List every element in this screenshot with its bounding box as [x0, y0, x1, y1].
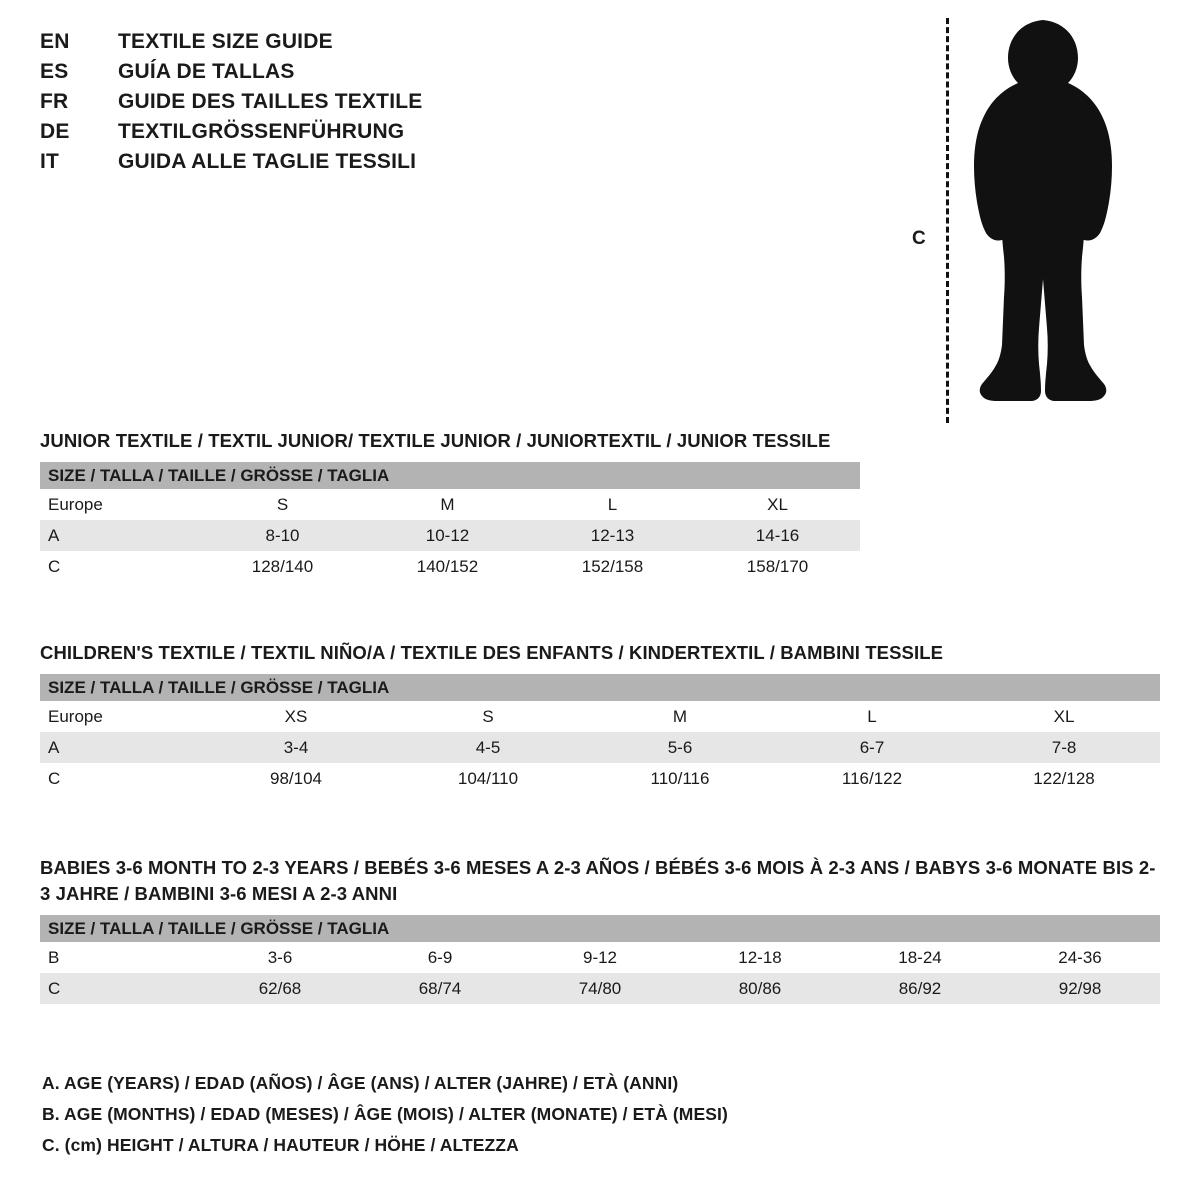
babies-size-table — [40, 915, 1160, 1004]
table-cell: 110/116 — [650, 768, 710, 788]
table-cell: 128/140 — [251, 556, 314, 576]
junior-size-table — [40, 462, 860, 582]
language-row — [40, 120, 680, 150]
language-title: TEXTILE SIZE GUIDE — [118, 30, 333, 53]
table-cell: 80/86 — [738, 978, 782, 998]
language-code: DE — [40, 120, 70, 143]
section-babies — [40, 855, 1160, 1004]
language-code: ES — [40, 60, 69, 83]
table-band-row — [40, 674, 1160, 701]
table-cell: 122/128 — [1033, 768, 1095, 788]
legend-block — [42, 1068, 1042, 1161]
table-row — [40, 551, 860, 582]
language-code: IT — [40, 150, 60, 173]
table-cell: 5-6 — [667, 737, 693, 757]
table-cell: 140/152 — [416, 556, 479, 576]
table-cell: L — [867, 706, 877, 726]
language-title-block — [40, 30, 680, 180]
section-title: JUNIOR TEXTILE / TEXTIL JUNIOR/ TEXTILE JUNIOR / JUNIORTEXTIL / JUNIOR TESSILE — [40, 430, 831, 451]
table-cell: M — [440, 494, 455, 514]
table-cell: 24-36 — [1058, 947, 1102, 967]
language-code: EN — [40, 30, 70, 53]
language-title: GUIDA ALLE TAGLIE TESSILI — [118, 150, 417, 173]
table-cell: 4-5 — [475, 737, 501, 757]
size-band-label: SIZE / TALLA / TAILLE / GRÖSSE / TAGLIA — [40, 915, 1160, 942]
table-row — [40, 942, 1160, 973]
table-cell: 12-18 — [738, 947, 782, 967]
language-row — [40, 150, 680, 180]
table-row — [40, 520, 860, 551]
section-children — [40, 640, 1160, 794]
table-cell: XS — [284, 706, 308, 726]
size-band-label: SIZE / TALLA / TAILLE / GRÖSSE / TAGLIA — [40, 674, 1160, 701]
table-cell: 6-7 — [859, 737, 885, 757]
language-code: FR — [40, 90, 69, 113]
table-band-row — [40, 462, 860, 489]
table-cell: 3-6 — [267, 947, 293, 967]
language-row — [40, 30, 680, 60]
table-row — [40, 732, 1160, 763]
table-cell: XL — [1053, 706, 1075, 726]
row-label: A — [48, 737, 60, 757]
child-silhouette-icon — [950, 18, 1150, 426]
table-cell: 62/68 — [258, 978, 302, 998]
table-row — [40, 973, 1160, 1004]
table-cell: 6-9 — [427, 947, 453, 967]
table-cell: 86/92 — [898, 978, 942, 998]
table-cell: S — [482, 706, 494, 726]
size-band-label: SIZE / TALLA / TAILLE / GRÖSSE / TAGLIA — [40, 462, 860, 489]
legend-line-b: B. AGE (MONTHS) / EDAD (MESES) / ÂGE (MOIS) / ALTER (MONATE) / ETÀ (MESI) — [42, 1104, 728, 1124]
table-cell: 68/74 — [418, 978, 462, 998]
section-title: CHILDREN'S TEXTILE / TEXTIL NIÑO/A / TEXTILE DES ENFANTS / KINDERTEXTIL / BAMBINI TESSILE — [40, 642, 944, 663]
height-figure — [900, 10, 1150, 430]
row-label: A — [48, 525, 60, 545]
language-title: GUIDE DES TAILLES TEXTILE — [118, 90, 423, 113]
row-label: C — [48, 978, 61, 998]
table-cell: M — [672, 706, 688, 726]
language-row — [40, 60, 680, 90]
row-label: Europe — [48, 706, 103, 726]
row-label: C — [48, 768, 61, 788]
table-cell: S — [276, 494, 289, 514]
table-cell: 3-4 — [283, 737, 309, 757]
section-title: BABIES 3-6 MONTH TO 2-3 YEARS / BEBÉS 3-6 MESES A 2-3 AÑOS / BÉBÉS 3-6 MOIS À 2-3 ANS / BABYS 3-6 MONATE BIS 2-3 JAHRE / BAMBINI 3-6 MESI A 2-3 ANNI — [40, 857, 1156, 904]
table-row — [40, 701, 1160, 732]
row-label: B — [48, 947, 60, 967]
table-cell: L — [607, 494, 618, 514]
row-label: C — [48, 556, 61, 576]
table-cell: 7-8 — [1051, 737, 1077, 757]
table-cell: 9-12 — [582, 947, 618, 967]
table-cell: 74/80 — [578, 978, 622, 998]
language-row — [40, 90, 680, 120]
table-cell: 10-12 — [425, 525, 470, 545]
table-cell: 152/158 — [581, 556, 644, 576]
table-row — [40, 763, 1160, 794]
children-size-table — [40, 674, 1160, 794]
legend-line-a: A. AGE (YEARS) / EDAD (AÑOS) / ÂGE (ANS) / ALTER (JAHRE) / ETÀ (ANNI) — [42, 1073, 679, 1093]
section-junior — [40, 428, 1160, 582]
table-cell: 98/104 — [270, 768, 322, 788]
height-dashed-line — [946, 18, 949, 423]
table-cell: 116/122 — [841, 768, 903, 788]
table-cell: 14-16 — [755, 525, 800, 545]
language-title: GUÍA DE TALLAS — [118, 60, 295, 83]
table-cell: 12-13 — [590, 525, 635, 545]
table-cell: 158/170 — [746, 556, 809, 576]
table-cell: 104/110 — [457, 768, 519, 788]
table-row — [40, 489, 860, 520]
table-cell: 8-10 — [265, 525, 300, 545]
legend-line-c: C. (cm) HEIGHT / ALTURA / HAUTEUR / HÖHE / ALTEZZA — [42, 1135, 519, 1155]
table-cell: 92/98 — [1058, 978, 1102, 998]
table-cell: 18-24 — [898, 947, 942, 967]
height-measure-label: C — [912, 228, 926, 249]
table-cell: XL — [767, 494, 788, 514]
language-title: TEXTILGRÖSSENFÜHRUNG — [118, 120, 405, 143]
table-band-row — [40, 915, 1160, 942]
row-label: Europe — [48, 494, 103, 514]
